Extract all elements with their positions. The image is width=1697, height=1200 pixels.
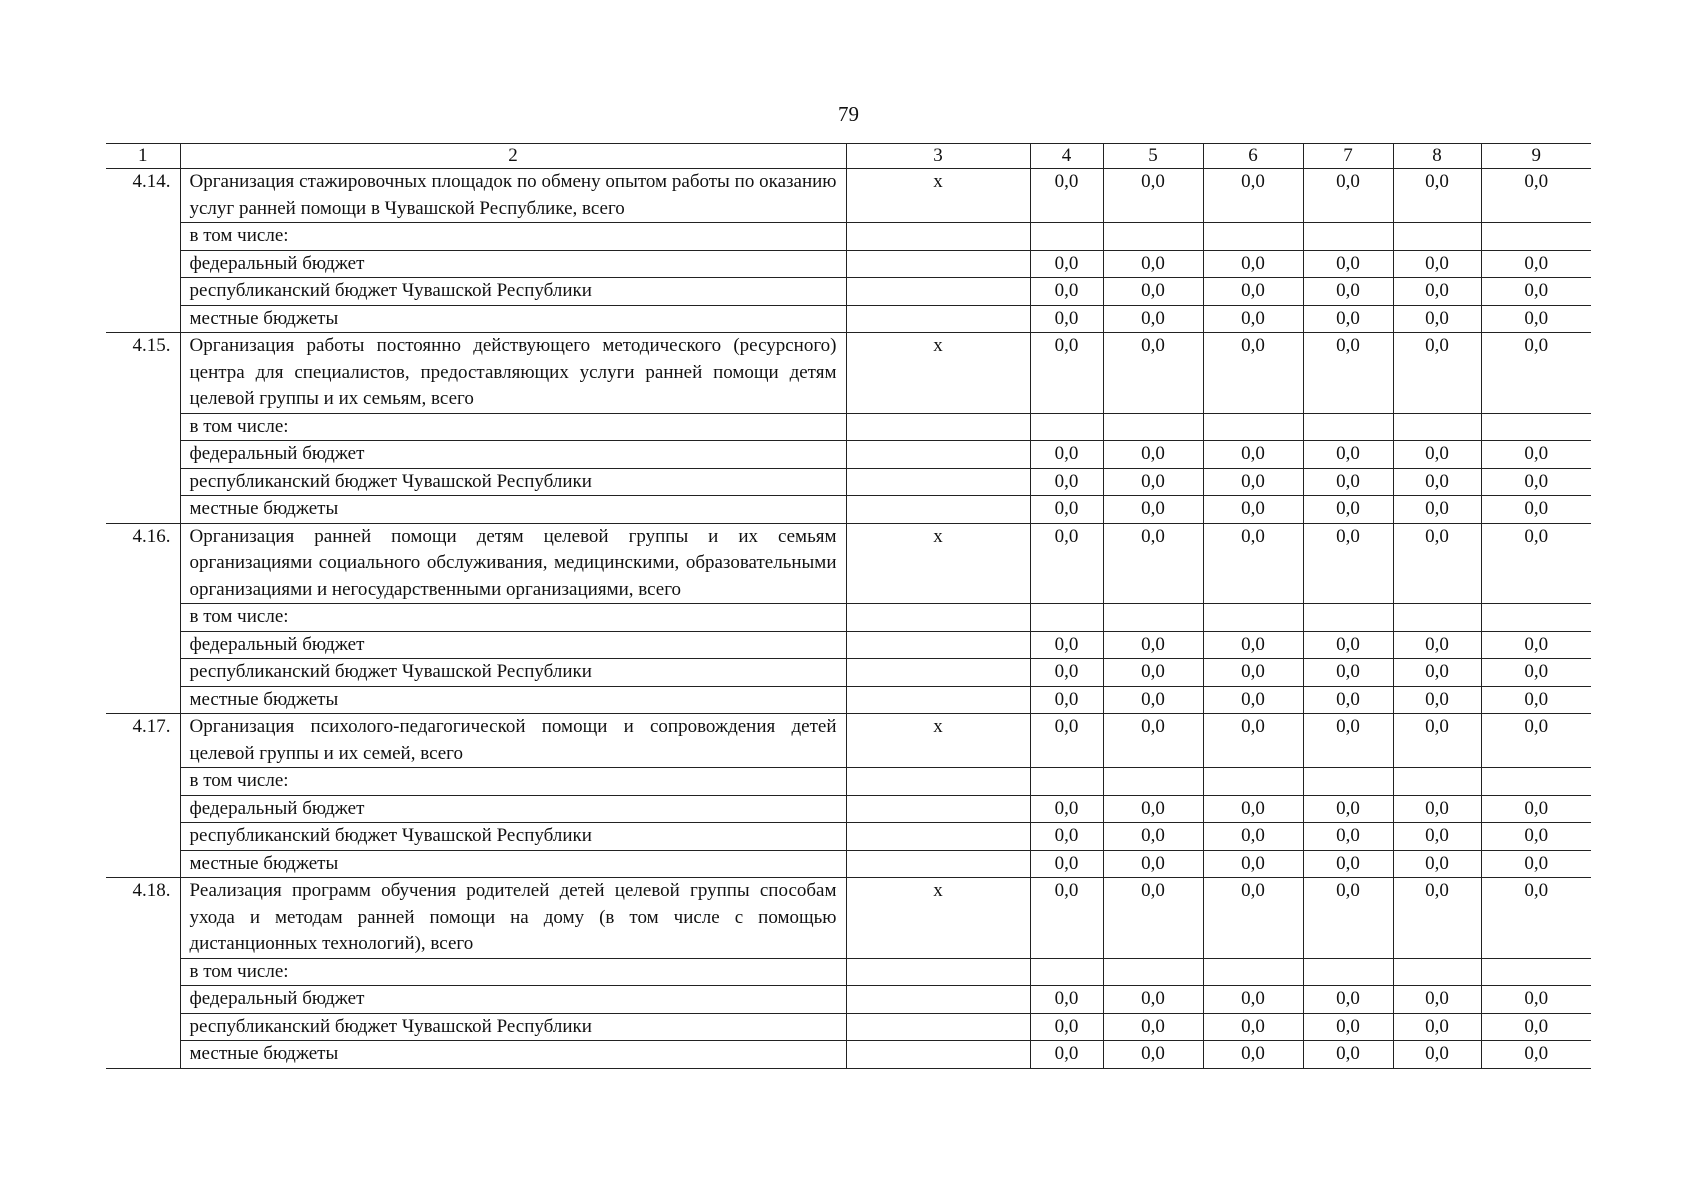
empty-cell <box>846 795 1030 823</box>
empty-cell <box>1103 768 1203 796</box>
item-name: Организация стажировочных площадок по обмену опытом работы по оказанию услуг ранней помощи в Чувашской Республике, всего <box>180 169 846 223</box>
value-cell: 0,0 <box>1030 850 1103 878</box>
empty-cell <box>846 823 1030 851</box>
local-budget-row <box>106 686 1591 714</box>
empty-cell <box>1030 768 1103 796</box>
empty-cell <box>846 496 1030 524</box>
federal-budget-row <box>106 986 1591 1014</box>
value-cell: 0,0 <box>1481 686 1591 714</box>
header-cell: 6 <box>1203 144 1303 169</box>
republican-budget-row <box>106 468 1591 496</box>
value-cell: 0,0 <box>1103 496 1203 524</box>
value-cell: 0,0 <box>1303 878 1393 959</box>
item-name: Организация ранней помощи детям целевой группы и их семьям организациями социального обслуживания, медицинскими, образовательными организациями и негосударственными организациями, всего <box>180 523 846 604</box>
value-cell: 0,0 <box>1393 686 1481 714</box>
empty-cell <box>1393 604 1481 632</box>
value-cell: 0,0 <box>1103 659 1203 687</box>
subrow-label: федеральный бюджет <box>180 441 846 469</box>
item-col3: х <box>846 714 1030 768</box>
value-cell: 0,0 <box>1103 850 1203 878</box>
value-cell: 0,0 <box>1203 278 1303 306</box>
value-cell: 0,0 <box>1481 250 1591 278</box>
value-cell: 0,0 <box>1303 278 1393 306</box>
value-cell: 0,0 <box>1393 795 1481 823</box>
value-cell: 0,0 <box>1030 686 1103 714</box>
empty-cell <box>1030 604 1103 632</box>
empty-cell <box>1203 413 1303 441</box>
value-cell: 0,0 <box>1030 468 1103 496</box>
value-cell: 0,0 <box>1030 878 1103 959</box>
federal-budget-row <box>106 795 1591 823</box>
subrow-label: местные бюджеты <box>180 850 846 878</box>
value-cell: 0,0 <box>1481 305 1591 333</box>
empty-cell <box>1103 413 1203 441</box>
value-cell: 0,0 <box>1393 333 1481 414</box>
value-cell: 0,0 <box>1103 468 1203 496</box>
value-cell: 0,0 <box>1393 278 1481 306</box>
value-cell: 0,0 <box>1030 795 1103 823</box>
subrow-label: местные бюджеты <box>180 496 846 524</box>
value-cell: 0,0 <box>1303 795 1393 823</box>
value-cell: 0,0 <box>1481 850 1591 878</box>
item-name: Организация психолого-педагогической помощи и сопровождения детей целевой группы и их семей, всего <box>180 714 846 768</box>
empty-cell <box>846 468 1030 496</box>
value-cell: 0,0 <box>1303 250 1393 278</box>
value-cell: 0,0 <box>1103 795 1203 823</box>
empty-cell <box>1303 768 1393 796</box>
subrow-label: федеральный бюджет <box>180 986 846 1014</box>
value-cell: 0,0 <box>1203 795 1303 823</box>
value-cell: 0,0 <box>1103 1041 1203 1069</box>
value-cell: 0,0 <box>1303 523 1393 604</box>
value-cell: 0,0 <box>1203 250 1303 278</box>
value-cell: 0,0 <box>1303 333 1393 414</box>
subrow-label: республиканский бюджет Чувашской Республики <box>180 278 846 306</box>
republican-budget-row <box>106 823 1591 851</box>
empty-cell <box>1203 768 1303 796</box>
value-cell: 0,0 <box>1103 333 1203 414</box>
value-cell: 0,0 <box>1393 305 1481 333</box>
value-cell: 0,0 <box>1103 441 1203 469</box>
empty-cell <box>846 850 1030 878</box>
value-cell: 0,0 <box>1030 278 1103 306</box>
table-row <box>106 958 1591 986</box>
republican-budget-row <box>106 659 1591 687</box>
value-cell: 0,0 <box>1030 1041 1103 1069</box>
empty-cell <box>1393 413 1481 441</box>
value-cell: 0,0 <box>1030 305 1103 333</box>
empty-cell <box>846 659 1030 687</box>
value-cell: 0,0 <box>1393 496 1481 524</box>
value-cell: 0,0 <box>1481 333 1591 414</box>
empty-cell <box>1393 768 1481 796</box>
value-cell: 0,0 <box>1393 986 1481 1014</box>
value-cell: 0,0 <box>1203 1041 1303 1069</box>
value-cell: 0,0 <box>1303 1041 1393 1069</box>
value-cell: 0,0 <box>1103 686 1203 714</box>
value-cell: 0,0 <box>1030 169 1103 223</box>
item-col3: х <box>846 878 1030 959</box>
value-cell: 0,0 <box>1303 686 1393 714</box>
value-cell: 0,0 <box>1203 1013 1303 1041</box>
value-cell: 0,0 <box>1203 686 1303 714</box>
value-cell: 0,0 <box>1303 850 1393 878</box>
value-cell: 0,0 <box>1481 795 1591 823</box>
value-cell: 0,0 <box>1203 441 1303 469</box>
empty-cell <box>846 250 1030 278</box>
header-cell: 1 <box>106 144 180 169</box>
subrow-label: местные бюджеты <box>180 305 846 333</box>
value-cell: 0,0 <box>1481 468 1591 496</box>
value-cell: 0,0 <box>1103 986 1203 1014</box>
empty-cell <box>1481 958 1591 986</box>
value-cell: 0,0 <box>1481 169 1591 223</box>
value-cell: 0,0 <box>1303 169 1393 223</box>
value-cell: 0,0 <box>1203 850 1303 878</box>
value-cell: 0,0 <box>1393 631 1481 659</box>
table-row <box>106 333 1591 414</box>
value-cell: 0,0 <box>1481 496 1591 524</box>
page-number: 79 <box>838 102 859 126</box>
empty-cell <box>846 441 1030 469</box>
table-row <box>106 523 1591 604</box>
table-row <box>106 604 1591 632</box>
value-cell: 0,0 <box>1481 441 1591 469</box>
empty-cell <box>846 631 1030 659</box>
empty-cell <box>846 413 1030 441</box>
republican-budget-row <box>106 1013 1591 1041</box>
value-cell: 0,0 <box>1481 714 1591 768</box>
value-cell: 0,0 <box>1393 1041 1481 1069</box>
value-cell: 0,0 <box>1103 631 1203 659</box>
value-cell: 0,0 <box>1303 986 1393 1014</box>
subrow-label: республиканский бюджет Чувашской Республики <box>180 659 846 687</box>
item-col3: х <box>846 333 1030 414</box>
empty-cell <box>846 305 1030 333</box>
value-cell: 0,0 <box>1030 714 1103 768</box>
value-cell: 0,0 <box>1203 496 1303 524</box>
value-cell: 0,0 <box>1030 986 1103 1014</box>
item-name: Реализация программ обучения родителей детей целевой группы способам ухода и методам ранней помощи на дому (в том числе с помощью дистанционных технологий), всего <box>180 878 846 959</box>
table-row <box>106 169 1591 223</box>
empty-cell <box>1393 958 1481 986</box>
empty-cell <box>1203 958 1303 986</box>
value-cell: 0,0 <box>1030 631 1103 659</box>
subrow-label: местные бюджеты <box>180 686 846 714</box>
value-cell: 0,0 <box>1303 468 1393 496</box>
republican-budget-row <box>106 278 1591 306</box>
empty-cell <box>846 1013 1030 1041</box>
value-cell: 0,0 <box>1393 714 1481 768</box>
value-cell: 0,0 <box>1303 496 1393 524</box>
header-cell: 5 <box>1103 144 1203 169</box>
federal-budget-row <box>106 631 1591 659</box>
budget-table <box>106 143 1591 1069</box>
value-cell: 0,0 <box>1103 278 1203 306</box>
value-cell: 0,0 <box>1303 823 1393 851</box>
header-cell: 4 <box>1030 144 1103 169</box>
value-cell: 0,0 <box>1030 333 1103 414</box>
subrow-label: в том числе: <box>180 958 846 986</box>
empty-cell <box>846 278 1030 306</box>
header-cell: 8 <box>1393 144 1481 169</box>
value-cell: 0,0 <box>1393 878 1481 959</box>
empty-cell <box>1481 604 1591 632</box>
empty-cell <box>846 768 1030 796</box>
value-cell: 0,0 <box>1030 1013 1103 1041</box>
header-cell: 2 <box>180 144 846 169</box>
value-cell: 0,0 <box>1393 523 1481 604</box>
empty-cell <box>1030 413 1103 441</box>
value-cell: 0,0 <box>1030 823 1103 851</box>
header-cell: 9 <box>1481 144 1591 169</box>
header-row <box>106 144 1591 169</box>
value-cell: 0,0 <box>1303 631 1393 659</box>
value-cell: 0,0 <box>1030 496 1103 524</box>
empty-cell <box>1103 223 1203 251</box>
subrow-label: в том числе: <box>180 768 846 796</box>
value-cell: 0,0 <box>1203 169 1303 223</box>
table-row <box>106 223 1591 251</box>
value-cell: 0,0 <box>1393 169 1481 223</box>
value-cell: 0,0 <box>1481 878 1591 959</box>
local-budget-row <box>106 1041 1591 1069</box>
empty-cell <box>1030 223 1103 251</box>
value-cell: 0,0 <box>1303 305 1393 333</box>
empty-cell <box>1393 223 1481 251</box>
empty-cell <box>1030 958 1103 986</box>
value-cell: 0,0 <box>1393 850 1481 878</box>
table-row <box>106 768 1591 796</box>
value-cell: 0,0 <box>1481 1013 1591 1041</box>
value-cell: 0,0 <box>1103 250 1203 278</box>
subrow-label: федеральный бюджет <box>180 250 846 278</box>
value-cell: 0,0 <box>1481 631 1591 659</box>
empty-cell <box>1203 223 1303 251</box>
value-cell: 0,0 <box>1030 441 1103 469</box>
value-cell: 0,0 <box>1303 714 1393 768</box>
value-cell: 0,0 <box>1203 631 1303 659</box>
empty-cell <box>1481 413 1591 441</box>
empty-cell <box>846 986 1030 1014</box>
value-cell: 0,0 <box>1203 823 1303 851</box>
item-col3: х <box>846 523 1030 604</box>
value-cell: 0,0 <box>1103 878 1203 959</box>
value-cell: 0,0 <box>1203 468 1303 496</box>
empty-cell <box>1103 958 1203 986</box>
value-cell: 0,0 <box>1393 468 1481 496</box>
subrow-label: федеральный бюджет <box>180 631 846 659</box>
value-cell: 0,0 <box>1203 333 1303 414</box>
value-cell: 0,0 <box>1393 823 1481 851</box>
empty-cell <box>1303 958 1393 986</box>
item-number: 4.18. <box>106 878 180 1069</box>
item-col3: х <box>846 169 1030 223</box>
federal-budget-row <box>106 250 1591 278</box>
value-cell: 0,0 <box>1103 823 1203 851</box>
empty-cell <box>1203 604 1303 632</box>
value-cell: 0,0 <box>1030 250 1103 278</box>
empty-cell <box>1103 604 1203 632</box>
subrow-label: местные бюджеты <box>180 1041 846 1069</box>
item-name: Организация работы постоянно действующего методического (ресурсного) центра для специалистов, предоставляющих услуги ранней помощи детям целевой группы и их семьям, всего <box>180 333 846 414</box>
value-cell: 0,0 <box>1481 1041 1591 1069</box>
value-cell: 0,0 <box>1103 1013 1203 1041</box>
value-cell: 0,0 <box>1030 523 1103 604</box>
subrow-label: в том числе: <box>180 604 846 632</box>
subrow-label: в том числе: <box>180 223 846 251</box>
subrow-label: республиканский бюджет Чувашской Республики <box>180 823 846 851</box>
value-cell: 0,0 <box>1393 1013 1481 1041</box>
value-cell: 0,0 <box>1481 523 1591 604</box>
item-number: 4.14. <box>106 169 180 333</box>
empty-cell <box>846 958 1030 986</box>
value-cell: 0,0 <box>1103 714 1203 768</box>
local-budget-row <box>106 850 1591 878</box>
federal-budget-row <box>106 441 1591 469</box>
value-cell: 0,0 <box>1203 523 1303 604</box>
value-cell: 0,0 <box>1393 250 1481 278</box>
value-cell: 0,0 <box>1103 305 1203 333</box>
empty-cell <box>1303 413 1393 441</box>
item-number: 4.17. <box>106 714 180 878</box>
subrow-label: федеральный бюджет <box>180 795 846 823</box>
value-cell: 0,0 <box>1393 659 1481 687</box>
value-cell: 0,0 <box>1203 305 1303 333</box>
value-cell: 0,0 <box>1030 659 1103 687</box>
value-cell: 0,0 <box>1203 659 1303 687</box>
table-header <box>106 144 1591 169</box>
subrow-label: республиканский бюджет Чувашской Республики <box>180 1013 846 1041</box>
value-cell: 0,0 <box>1303 659 1393 687</box>
empty-cell <box>846 223 1030 251</box>
value-cell: 0,0 <box>1203 986 1303 1014</box>
empty-cell <box>1481 768 1591 796</box>
empty-cell <box>846 1041 1030 1069</box>
table-row <box>106 714 1591 768</box>
empty-cell <box>1303 223 1393 251</box>
value-cell: 0,0 <box>1481 659 1591 687</box>
empty-cell <box>846 604 1030 632</box>
local-budget-row <box>106 305 1591 333</box>
item-number: 4.16. <box>106 523 180 714</box>
empty-cell <box>846 686 1030 714</box>
value-cell: 0,0 <box>1203 714 1303 768</box>
table-row <box>106 413 1591 441</box>
value-cell: 0,0 <box>1481 823 1591 851</box>
header-cell: 3 <box>846 144 1030 169</box>
subrow-label: в том числе: <box>180 413 846 441</box>
empty-cell <box>1303 604 1393 632</box>
value-cell: 0,0 <box>1481 986 1591 1014</box>
item-number: 4.15. <box>106 333 180 524</box>
value-cell: 0,0 <box>1303 441 1393 469</box>
table-body <box>106 169 1591 1069</box>
empty-cell <box>1481 223 1591 251</box>
value-cell: 0,0 <box>1393 441 1481 469</box>
value-cell: 0,0 <box>1103 169 1203 223</box>
local-budget-row <box>106 496 1591 524</box>
value-cell: 0,0 <box>1303 1013 1393 1041</box>
table-row <box>106 878 1591 959</box>
subrow-label: республиканский бюджет Чувашской Республики <box>180 468 846 496</box>
value-cell: 0,0 <box>1481 278 1591 306</box>
value-cell: 0,0 <box>1203 878 1303 959</box>
header-cell: 7 <box>1303 144 1393 169</box>
value-cell: 0,0 <box>1103 523 1203 604</box>
